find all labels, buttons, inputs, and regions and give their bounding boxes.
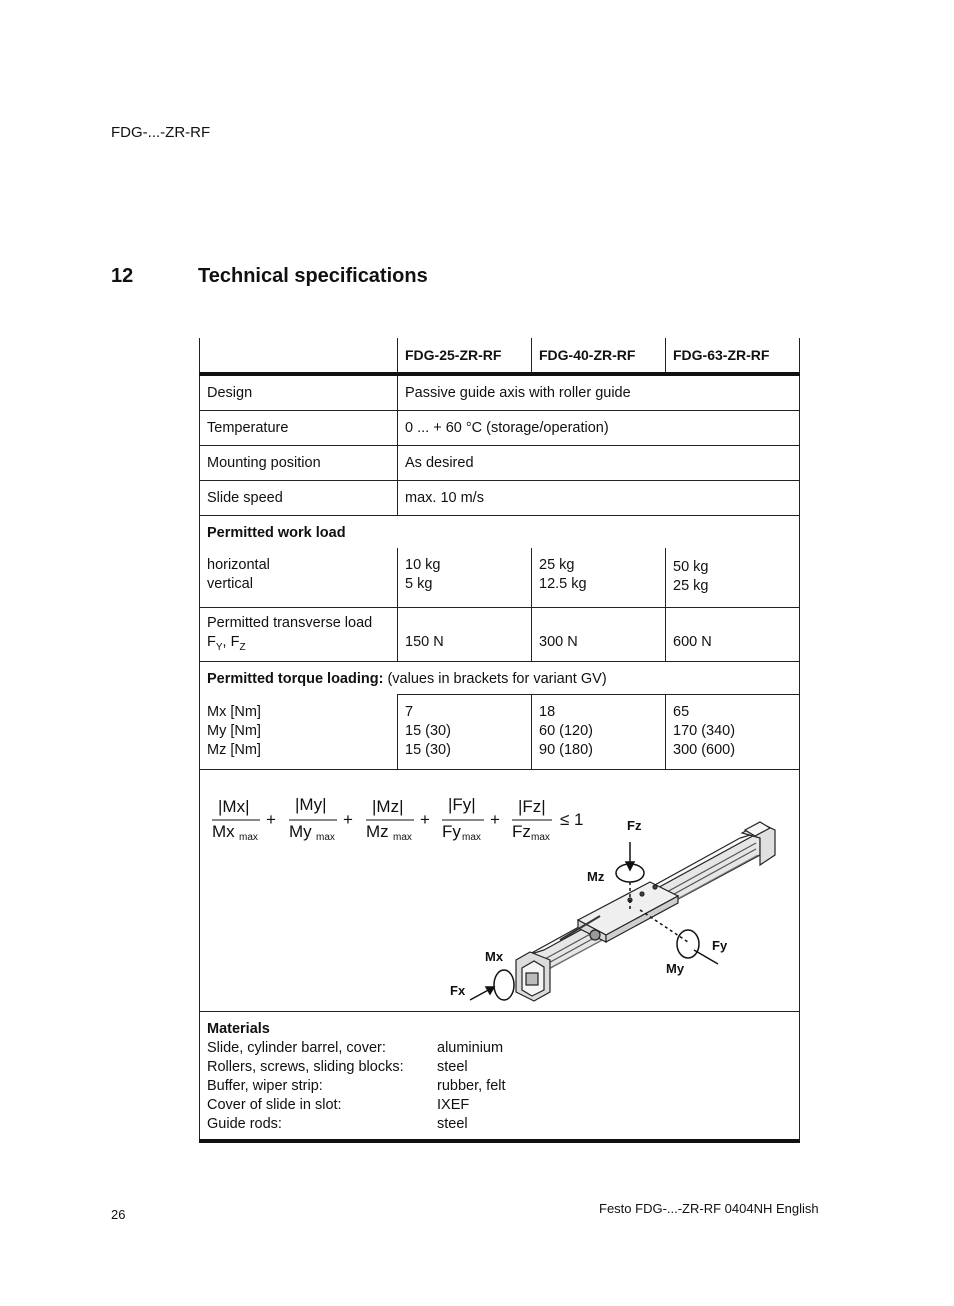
table-row: [200, 516, 800, 549]
header-product-code: FDG-...-ZR-RF: [111, 124, 211, 141]
formula-denominator: Fz: [512, 822, 531, 841]
formula-numerator: |Fz|: [518, 797, 546, 816]
formula-numerator: |My|: [295, 795, 327, 814]
formula-numerator: |Fy|: [448, 795, 476, 814]
label-mx: Mx: [485, 949, 504, 964]
label-my: My: [666, 961, 685, 976]
material-part: Cover of slide in slot:: [207, 1097, 342, 1113]
formula-plus: +: [420, 810, 430, 829]
material-part: Guide rods:: [207, 1116, 282, 1132]
footer-doc-id: Festo FDG-...-ZR-RF 0404NH English: [599, 1201, 819, 1216]
materials-list: [207, 1039, 792, 1134]
table-row: [200, 770, 800, 1012]
torque-title-cell: [200, 662, 800, 695]
header-empty-cell: [200, 338, 398, 374]
formula-term-mx: [212, 797, 260, 843]
formula-denominator: Fy: [442, 822, 461, 841]
row-label: horizontal: [207, 557, 270, 573]
cell-value: 300 N: [539, 634, 578, 650]
fz-arrowhead: [626, 862, 634, 870]
torque-note: (values in brackets for variant GV): [383, 671, 607, 687]
material-value: IXEF: [437, 1097, 470, 1113]
formula-denominator: Mx: [212, 822, 235, 841]
cell-value: 50 kg: [673, 559, 709, 575]
formula-numerator: |Mz|: [372, 797, 404, 816]
work-load-labels: [200, 548, 398, 608]
cell-value: 25 kg: [673, 578, 709, 594]
load-formula: [212, 795, 584, 843]
cell-value: 5 kg: [405, 576, 433, 592]
cell-value: 90 (180): [539, 742, 594, 758]
formula-denominator: My: [289, 822, 312, 841]
formula-subscript: max: [316, 832, 335, 843]
formula-plus: +: [266, 810, 276, 829]
my-moment: [677, 930, 699, 958]
specs-table: [199, 338, 800, 1143]
materials-cell: [200, 1012, 800, 1142]
work-load-cell: [666, 548, 800, 608]
material-part: Slide, cylinder barrel, cover:: [207, 1040, 386, 1056]
row-value: 0 ... + 60 °C (storage/operation): [398, 411, 800, 446]
formula-term-fy: [442, 795, 484, 843]
row-label: vertical: [207, 576, 253, 592]
work-load-cell: [398, 548, 532, 608]
cell-value: 600 N: [673, 634, 712, 650]
table-row: [200, 695, 800, 770]
section-number: 12: [111, 265, 134, 287]
material-value: steel: [437, 1059, 468, 1075]
table-row: [200, 608, 800, 662]
table-row: [200, 481, 800, 516]
transverse-label-cell: [200, 608, 398, 662]
load-diagram: [200, 770, 798, 1011]
cell-value: 15 (30): [405, 742, 451, 758]
work-load-cell: [532, 548, 666, 608]
material-value: rubber, felt: [437, 1078, 506, 1094]
guide-axis-drawing: [516, 822, 775, 1001]
formula-denominator: Mz: [366, 822, 389, 841]
cell-value: 25 kg: [539, 557, 575, 573]
row-label: Mx [Nm]: [207, 703, 261, 720]
material-value: aluminium: [437, 1040, 504, 1056]
label-fz: Fz: [627, 818, 642, 833]
formula-subscript: max: [531, 832, 550, 843]
row-value: Passive guide axis with roller guide: [398, 374, 800, 411]
table-row: [200, 548, 800, 608]
materials-title: Materials: [207, 1021, 270, 1037]
table-row: [200, 1012, 800, 1142]
label-mz: Mz: [587, 869, 605, 884]
diagram-labels: [450, 818, 728, 998]
cell-value: 170 (340): [673, 723, 736, 739]
table-row: [200, 662, 800, 695]
subscript: Y: [215, 641, 223, 653]
formula-subscript: max: [393, 832, 412, 843]
column-header: FDG-25-ZR-RF: [398, 338, 532, 374]
formula-term-my: [289, 795, 337, 843]
cell-value: 15 (30): [405, 723, 451, 739]
table-header-row: [200, 338, 800, 374]
cell-value: 300 (600): [673, 742, 736, 758]
table-row: [200, 411, 800, 446]
page-number: 26: [111, 1207, 126, 1222]
torque-cell: [666, 695, 800, 770]
cell-value: 65: [673, 704, 690, 720]
row-label: Mounting position: [200, 446, 398, 481]
row-value: max. 10 m/s: [398, 481, 800, 516]
material-part: Buffer, wiper strip:: [207, 1078, 323, 1094]
symbol-part: , F: [222, 634, 240, 650]
torque-title: Permitted torque loading:: [207, 671, 384, 687]
material-part: Rollers, screws, sliding blocks:: [207, 1059, 404, 1075]
formula-diagram-cell: [200, 770, 800, 1012]
formula-subscript: max: [239, 832, 258, 843]
work-load-title: Permitted work load: [200, 516, 800, 549]
cell-value: 18: [539, 704, 556, 720]
cell-value: 60 (120): [539, 723, 594, 739]
label-fx: Fx: [450, 983, 466, 998]
mx-moment: [494, 970, 514, 1000]
cell-value: 150 N: [405, 634, 444, 650]
cell-value: 12.5 kg: [539, 576, 587, 592]
formula-subscript: max: [462, 832, 481, 843]
column-header: FDG-40-ZR-RF: [532, 338, 666, 374]
torque-labels: [200, 695, 398, 770]
table-row: [200, 374, 800, 411]
formula-term-mz: [366, 797, 414, 843]
subscript: Z: [239, 641, 246, 653]
symbol-part: F: [207, 634, 216, 650]
transverse-cell: [398, 608, 532, 662]
row-label: Mz [Nm]: [207, 741, 261, 758]
column-header: FDG-63-ZR-RF: [666, 338, 800, 374]
formula-relation: ≤ 1: [560, 810, 584, 829]
formula-numerator: |Mx|: [218, 797, 250, 816]
cell-value: 7: [405, 704, 414, 720]
row-label: Temperature: [200, 411, 398, 446]
formula-plus: +: [490, 810, 500, 829]
row-label: Slide speed: [200, 481, 398, 516]
material-value: steel: [437, 1116, 468, 1132]
table-row: [200, 446, 800, 481]
row-value: As desired: [398, 446, 800, 481]
formula-term-fz: [512, 797, 552, 843]
section-title: Technical specifications: [198, 265, 428, 287]
row-label: My [Nm]: [207, 722, 261, 739]
row-label: Permitted transverse load: [207, 615, 373, 631]
formula-plus: +: [343, 810, 353, 829]
transverse-cell: [666, 608, 800, 662]
torque-cell: [398, 695, 532, 770]
force-symbols: [207, 633, 390, 657]
label-fy: Fy: [712, 938, 728, 953]
torque-cell: [532, 695, 666, 770]
transverse-cell: [532, 608, 666, 662]
row-label: Design: [200, 374, 398, 411]
cell-value: 10 kg: [405, 557, 441, 573]
